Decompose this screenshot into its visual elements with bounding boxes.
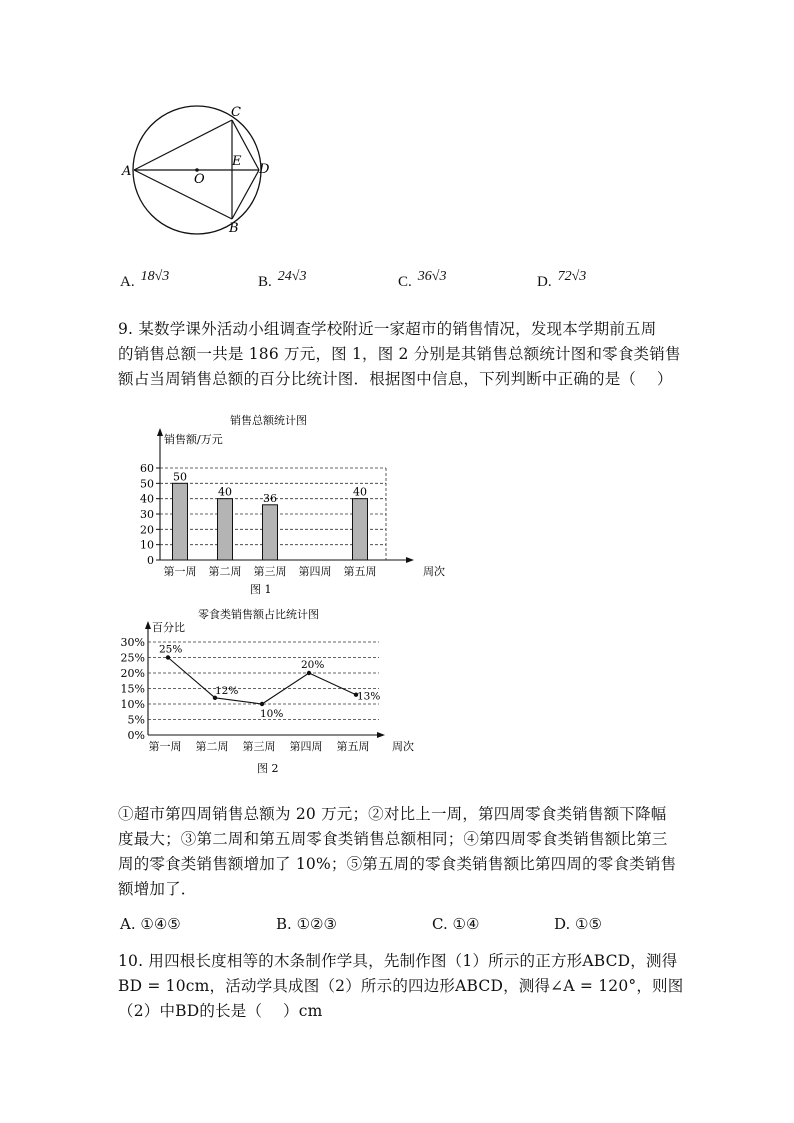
sales-total-bar-chart bbox=[120, 405, 445, 600]
data-label: 36 bbox=[263, 491, 277, 505]
option-label: A. bbox=[120, 915, 136, 933]
x-tick-label: 第二周 bbox=[195, 740, 229, 753]
y-tick-label: 30% bbox=[120, 636, 145, 649]
y-axis-arrow bbox=[157, 428, 163, 436]
q9-stem bbox=[118, 317, 688, 392]
point-label: E bbox=[232, 154, 242, 169]
y-tick-label: 25% bbox=[120, 651, 145, 665]
statement-line: 度最大；③第二周和第五周零食类销售总额相同；④第四周零食类销售额比第三 bbox=[118, 830, 668, 848]
q9-line: 的销售总额一共是 186 万元，图 1，图 2 分别是其销售总额统计图和零食类销售 bbox=[118, 345, 681, 363]
q8-option-a[interactable] bbox=[120, 269, 170, 291]
x-tick-label: 第三周 bbox=[242, 740, 276, 753]
snack-share-line-chart bbox=[115, 602, 435, 777]
statement-line: 额增加了． bbox=[118, 880, 197, 898]
data-label: 40 bbox=[353, 485, 367, 499]
q10-stem bbox=[118, 949, 693, 1024]
q9-line: 额占当周销售总额的百分比统计图．根据图中信息，下列判断中正确的是（ ） bbox=[118, 370, 673, 388]
option-label: B. bbox=[258, 274, 272, 290]
data-label: 25% bbox=[159, 643, 183, 656]
bar bbox=[173, 483, 188, 560]
data-label: 13% bbox=[357, 690, 381, 703]
option-value: ①⑤ bbox=[575, 915, 602, 933]
x-tick-label: 第四周 bbox=[289, 740, 323, 753]
q9-option-c[interactable] bbox=[432, 915, 479, 933]
data-point bbox=[260, 702, 264, 706]
point-label: B bbox=[229, 221, 239, 236]
q8-option-c[interactable] bbox=[398, 269, 447, 291]
option-label: D. bbox=[537, 274, 552, 290]
option-label: D. bbox=[554, 915, 571, 933]
q9-option-b[interactable] bbox=[276, 915, 337, 933]
bar bbox=[263, 505, 278, 560]
x-tick-label: 第四周 bbox=[298, 565, 332, 578]
y-axis-arrow bbox=[145, 621, 151, 629]
x-axis-arrow bbox=[406, 557, 414, 563]
x-tick-label: 第五周 bbox=[343, 565, 377, 578]
y-tick-label: 0% bbox=[127, 729, 145, 742]
q10-line: 10. 用四根长度相等的木条制作学具，先制作图（1）所示的正方形ABCD，测得 bbox=[118, 952, 678, 970]
y-tick-label: 5% bbox=[127, 713, 145, 727]
data-label: 40 bbox=[218, 485, 232, 499]
option-label: B. bbox=[276, 915, 292, 933]
y-tick-label: 50 bbox=[140, 477, 154, 491]
x-tick-label: 第一周 bbox=[163, 565, 197, 578]
x-tick-label: 第二周 bbox=[208, 565, 242, 578]
q9-statements bbox=[118, 802, 693, 902]
y-tick-label: 60 bbox=[140, 462, 154, 475]
y-tick-label: 10 bbox=[140, 538, 154, 552]
x-axis-label: 周次 bbox=[423, 565, 445, 578]
bar bbox=[218, 499, 233, 560]
option-value: 24√3 bbox=[277, 269, 307, 284]
data-label: 10% bbox=[260, 708, 284, 720]
x-axis-arrow bbox=[377, 732, 385, 738]
point-label: D bbox=[259, 162, 270, 177]
option-value: 18√3 bbox=[140, 269, 170, 284]
data-point bbox=[166, 655, 170, 659]
x-axis-label: 周次 bbox=[392, 740, 414, 753]
data-label: 50 bbox=[173, 470, 187, 484]
statement-line: ①超市第四周销售总额为 20 万元；②对比上一周，第四周零食类销售额下降幅 bbox=[118, 805, 667, 823]
y-tick-label: 40 bbox=[140, 492, 154, 506]
option-label: C. bbox=[398, 274, 412, 290]
series-line bbox=[168, 658, 356, 705]
option-value: ①④ bbox=[452, 915, 480, 933]
chart-title: 销售总额统计图 bbox=[230, 414, 307, 427]
q8-option-b[interactable] bbox=[258, 269, 307, 291]
option-label: A. bbox=[120, 274, 135, 290]
q8-option-d[interactable] bbox=[537, 269, 587, 291]
figure-caption: 图 2 bbox=[257, 762, 279, 775]
q10-line: （2）中BD的长是（ ）cm bbox=[118, 1002, 323, 1020]
q9-option-d[interactable] bbox=[554, 915, 602, 933]
q9-line: 9. 某数学课外活动小组调查学校附近一家超市的销售情况，发现本学期前五周 bbox=[118, 320, 657, 338]
point-label: O bbox=[194, 172, 205, 187]
data-point bbox=[307, 671, 311, 675]
option-value: ①②③ bbox=[296, 915, 337, 933]
y-axis-label: 销售额/万元 bbox=[164, 433, 223, 446]
option-value: 36√3 bbox=[417, 269, 447, 284]
option-label: C. bbox=[432, 915, 448, 933]
x-tick-label: 第五周 bbox=[336, 740, 370, 753]
y-tick-label: 15% bbox=[120, 682, 145, 696]
option-value: 72√3 bbox=[557, 269, 587, 284]
y-tick-label: 10% bbox=[120, 698, 145, 711]
y-axis-label: 百分比 bbox=[152, 621, 185, 634]
y-tick-label: 20% bbox=[120, 667, 145, 680]
y-tick-label: 0 bbox=[147, 554, 154, 567]
point-label: C bbox=[231, 105, 241, 120]
option-value: ①④⑤ bbox=[140, 915, 181, 933]
bar bbox=[353, 499, 368, 560]
figure-caption: 图 1 bbox=[250, 583, 272, 596]
point-label: A bbox=[122, 164, 132, 179]
circle-geometry-figure bbox=[110, 95, 290, 245]
data-label: 20% bbox=[301, 659, 325, 671]
q10-line: BD = 10cm，活动学具成图（2）所示的四边形ABCD，测得∠A = 120°，则图 bbox=[118, 977, 684, 995]
data-label: 12% bbox=[215, 684, 239, 697]
q9-option-a[interactable] bbox=[120, 915, 181, 933]
x-tick-label: 第一周 bbox=[148, 740, 182, 753]
statement-line: 周的零食类销售额增加了 10%；⑤第五周的零食类销售额比第四周的零食类销售 bbox=[118, 855, 677, 873]
x-tick-label: 第三周 bbox=[253, 565, 287, 578]
y-tick-label: 20 bbox=[140, 523, 154, 537]
chart-title: 零食类销售额占比统计图 bbox=[198, 608, 319, 621]
y-tick-label: 30 bbox=[140, 508, 154, 521]
